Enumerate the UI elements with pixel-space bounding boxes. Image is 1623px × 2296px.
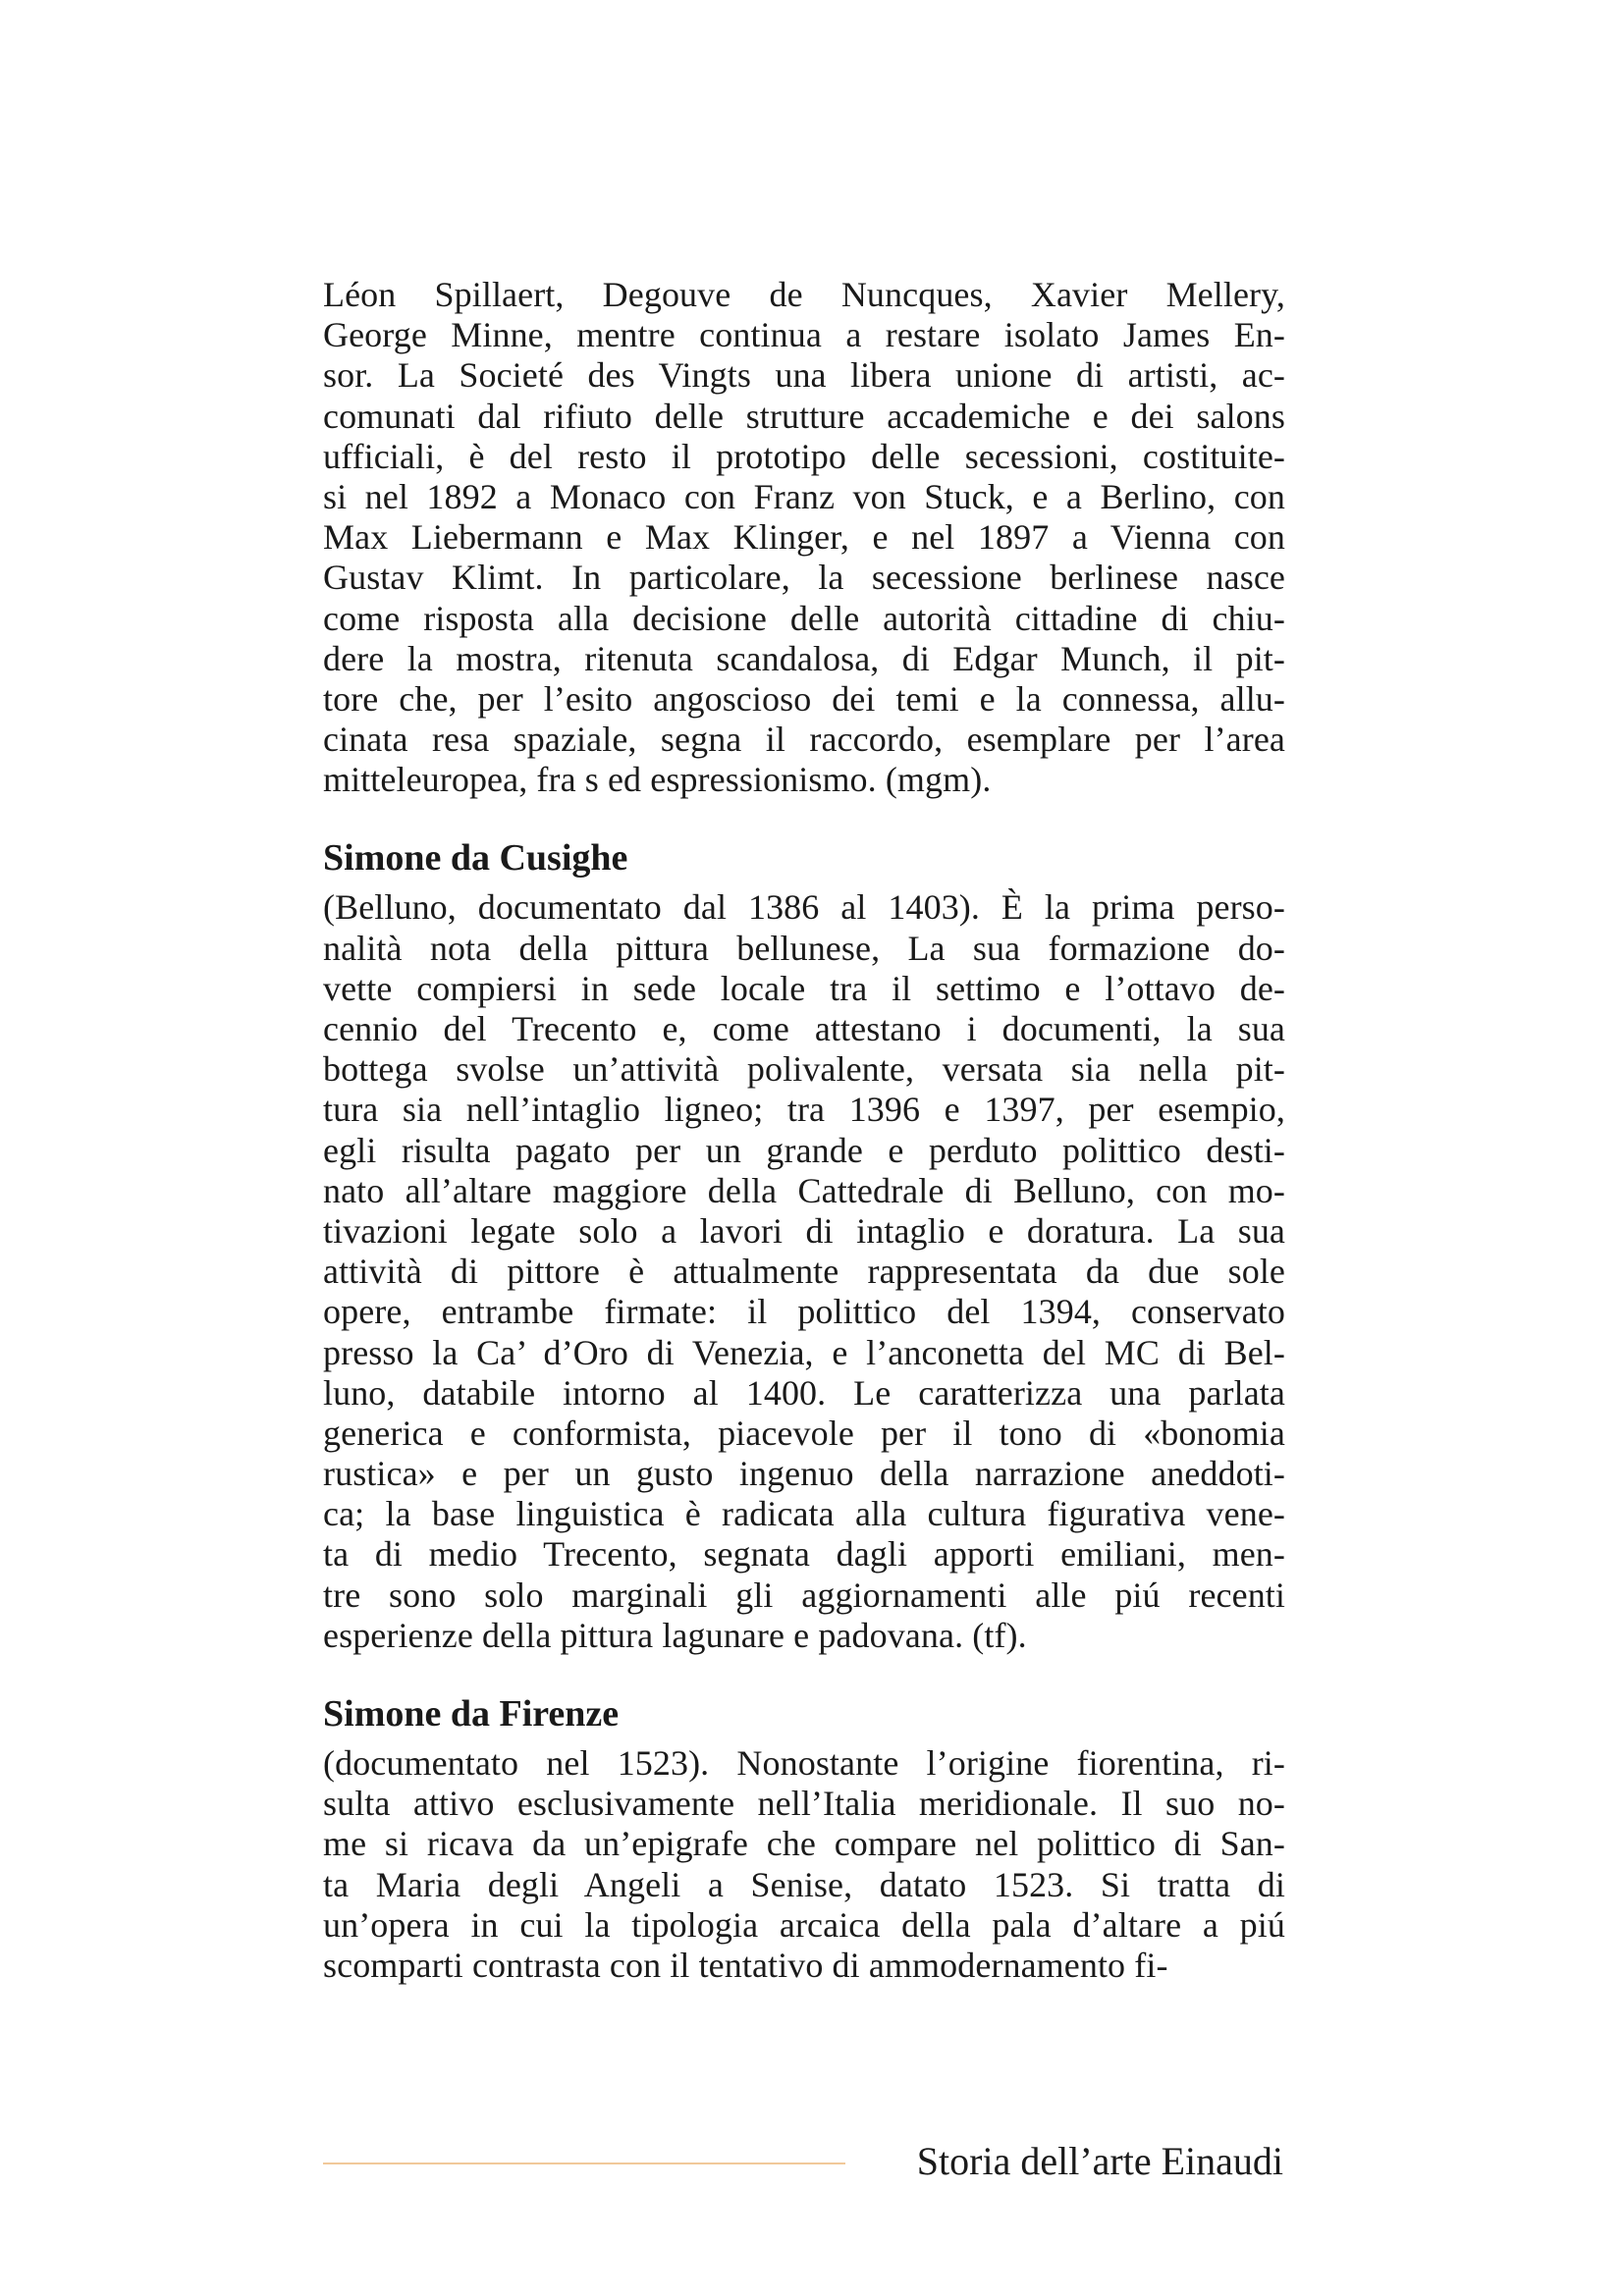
text-line: (Belluno, documentato dal 1386 al 1403). È la prima perso- <box>323 887 1285 928</box>
text-line: ta Maria degli Angeli a Senise, datato 1523. Si tratta di <box>323 1864 1285 1904</box>
text-line: come risposta alla decisione delle autorità cittadine di chiu- <box>323 598 1285 638</box>
entry-body-simone-da-cusighe <box>323 887 1285 1656</box>
text-line: dere la mostra, ritenuta scandalosa, di Edgar Munch, il pit- <box>323 638 1285 678</box>
text-line: tre sono solo marginali gli aggiornamenti alle piú recenti <box>323 1575 1285 1615</box>
text-line: comunati dal rifiuto delle strutture accademiche e dei salons <box>323 396 1285 436</box>
entry-heading-simone-da-cusighe: Simone da Cusighe <box>323 837 628 880</box>
text-line: Gustav Klimt. In particolare, la secessione berlinese nasce <box>323 558 1285 598</box>
text-line: bottega svolse un’attività polivalente, versata sia nella pit- <box>323 1049 1285 1090</box>
page-body <box>323 275 1285 1986</box>
text-line: generica e conformista, piacevole per il tono di «bonomia <box>323 1413 1285 1453</box>
text-line: tura sia nell’intaglio ligneo; tra 1396 e 1397, per esempio, <box>323 1090 1285 1130</box>
text-line: attività di pittore è attualmente rappresentata da due sole <box>323 1252 1285 1292</box>
text-line: Léon Spillaert, Degouve de Nuncques, Xavier Mellery, <box>323 275 1285 314</box>
text-line: sulta attivo esclusivamente nell’Italia meridionale. Il suo no- <box>323 1784 1285 1824</box>
footer-rule <box>323 2163 845 2164</box>
text-line: scomparti contrasta con il tentativo di ammodernamento fi- <box>323 1945 1168 1985</box>
entry-continuation <box>323 275 1285 800</box>
text-line: vette compiersi in sede locale tra il settimo e l’ottavo de- <box>323 968 1285 1008</box>
text-line: nato all’altare maggiore della Cattedrale di Belluno, con mo- <box>323 1170 1285 1210</box>
text-line: George Minne, mentre continua a restare isolato James En- <box>323 315 1285 355</box>
text-line: me si ricava da un’epigrafe che compare nel polittico di San- <box>323 1824 1285 1864</box>
text-line: un’opera in cui la tipologia arcaica della pala d’altare a piú <box>323 1904 1285 1945</box>
text-line: opere, entrambe firmate: il polittico del 1394, conservato <box>323 1292 1285 1332</box>
text-line: mitteleuropea, fra s ed espressionismo. (mgm). <box>323 760 992 800</box>
text-line: luno, databile intorno al 1400. Le caratterizza una parlata <box>323 1372 1285 1413</box>
text-line: ca; la base linguistica è radicata alla cultura figurativa vene- <box>323 1494 1285 1534</box>
text-line: sor. La Societé des Vingts una libera unione di artisti, ac- <box>323 355 1285 396</box>
text-line: rustica» e per un gusto ingenuo della narrazione aneddoti- <box>323 1454 1285 1494</box>
text-line: (documentato nel 1523). Nonostante l’origine fiorentina, ri- <box>323 1743 1285 1783</box>
text-line: ufficiali, è del resto il prototipo delle secessioni, costituite- <box>323 436 1285 476</box>
text-line: cennio del Trecento e, come attestano i documenti, la sua <box>323 1009 1285 1048</box>
text-line: tivazioni legate solo a lavori di intaglio e doratura. La sua <box>323 1210 1285 1251</box>
text-line: esperienze della pittura lagunare e padovana. (tf). <box>323 1615 1027 1655</box>
text-line: presso la Ca’ d’Oro di Venezia, e l’anconetta del MC di Bel- <box>323 1332 1285 1372</box>
text-line: nalità nota della pittura bellunese, La sua formazione do- <box>323 928 1285 968</box>
footer-title: Storia dell’arte Einaudi <box>916 2139 1283 2183</box>
text-line: cinata resa spaziale, segna il raccordo, esemplare per l’area <box>323 720 1285 760</box>
entry-heading-simone-da-firenze: Simone da Firenze <box>323 1693 620 1735</box>
text-line: egli risulta pagato per un grande e perduto polittico desti- <box>323 1130 1285 1170</box>
text-line: si nel 1892 a Monaco con Franz von Stuck, e a Berlino, con <box>323 476 1285 516</box>
text-line: ta di medio Trecento, segnata dagli apporti emiliani, men- <box>323 1534 1285 1575</box>
text-line: tore che, per l’esito angoscioso dei temi e la connessa, allu- <box>323 678 1285 719</box>
text-line: Max Liebermann e Max Klinger, e nel 1897 a Vienna con <box>323 517 1285 558</box>
entry-body-simone-da-firenze <box>323 1743 1285 1986</box>
